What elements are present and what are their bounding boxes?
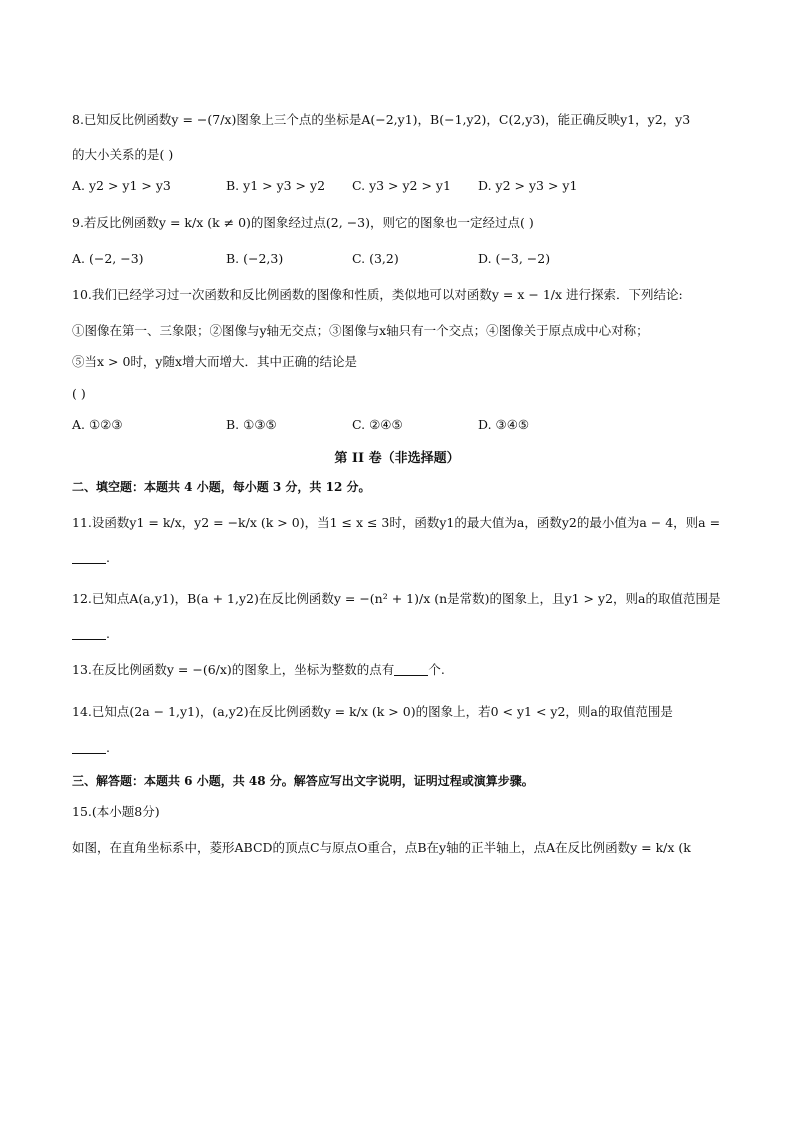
section3-header: 三、解答题：本题共 6 小题，共 48 分。解答应写出文字说明，证明过程或演算步骤。 [72, 774, 534, 788]
q13-pre: 13.在反比例函数y = −(6/x)的图象上，坐标为整数的点有 [72, 662, 395, 677]
q10-stem-line1: 10.我们已经学习过一次函数和反比例函数的图像和性质，类似地可以对函数y = x − 1/x 进行探索．下列结论: [72, 287, 683, 302]
q8-option-d: D. y2 > y3 > y1 [478, 178, 578, 193]
q8-stem-line1: 8.已知反比例函数y = −(7/x)图象上三个点的坐标是A(−2,y1)，B(−1,y2)，C(2,y3)，能正确反映y1，y2，y3 [72, 112, 691, 127]
q8-option-c: C. y3 > y2 > y1 [352, 178, 451, 193]
q8-stem-line2: 的大小关系的是( ) [72, 147, 174, 162]
q11-stem-line1: 11.设函数y1 = k/x，y2 = −k/x (k > 0)，当1 ≤ x ≤ 3时，函数y1的最大值为a，函数y2的最小值为a − 4，则a = [72, 515, 721, 530]
q10-stem-line4: ( ) [72, 386, 86, 401]
section2-header: 二、填空题：本题共 4 小题，每小题 3 分，共 12 分。 [72, 480, 371, 494]
q8-option-b: B. y1 > y3 > y2 [226, 178, 326, 193]
q8-option-a: A. y2 > y1 > y3 [72, 178, 171, 193]
q9-option-a: A. (−2, −3) [72, 251, 144, 266]
q13-post: 个. [428, 662, 445, 677]
q12-answer-blank [72, 639, 106, 640]
q10-option-d: D. ③④⑤ [478, 417, 530, 432]
q14-answer-blank [72, 753, 106, 754]
q13-stem [72, 662, 445, 678]
q11-tail: . [106, 550, 110, 565]
q10-option-a: A. ①②③ [72, 417, 123, 432]
section2-title: 第 II 卷（非选择题） [334, 451, 460, 466]
q12-tail: . [106, 626, 110, 641]
q13-answer-blank [394, 675, 428, 676]
q10-stem-line3: ⑤当x > 0时，y随x增大而增大．其中正确的结论是 [72, 354, 358, 369]
q9-option-d: D. (−3, −2) [478, 251, 551, 266]
q11-answer-line [72, 550, 110, 566]
q10-stem-line2: ①图像在第一、三象限；②图像与y轴无交点；③图像与x轴只有一个交点；④图像关于原点成中心对称； [72, 323, 649, 338]
q12-answer-line [72, 626, 110, 642]
q10-option-c: C. ②④⑤ [352, 417, 403, 432]
q15-heading: 15.(本小题8分) [72, 804, 160, 819]
q9-stem-line1: 9.若反比例函数y = k/x (k ≠ 0)的图象经过点(2, −3)，则它的图象也一定经过点( ) [72, 215, 534, 230]
q12-stem-line1: 12.已知点A(a,y1)，B(a + 1,y2)在反比例函数y = −(n² + 1)/x (n是常数)的图象上，且y1 > y2，则a的取值范围是 [72, 591, 721, 606]
q14-tail: . [106, 740, 110, 755]
q15-stem-line1: 如图，在直角坐标系中，菱形ABCD的顶点C与原点O重合，点B在y轴的正半轴上，点A在反比例函数y = k/x (k [72, 840, 691, 855]
q14-stem-line1: 14.已知点(2a − 1,y1)，(a,y2)在反比例函数y = k/x (k > 0)的图象上，若0 < y1 < y2，则a的取值范围是 [72, 704, 673, 719]
q11-answer-blank [72, 563, 106, 564]
q9-option-b: B. (−2,3) [226, 251, 284, 266]
q9-option-c: C. (3,2) [352, 251, 399, 266]
q14-answer-line [72, 740, 110, 756]
q10-option-b: B. ①③⑤ [226, 417, 277, 432]
